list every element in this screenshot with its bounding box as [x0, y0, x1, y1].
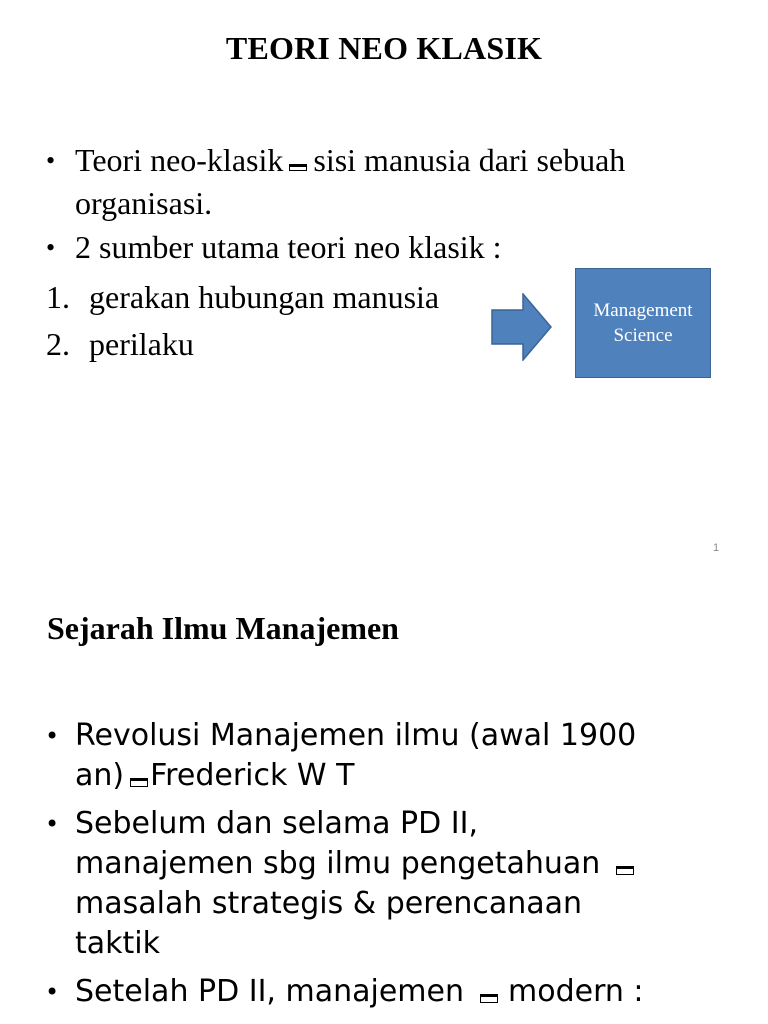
bullet-text-part: manajemen sbg ilmu pengetahuan	[75, 846, 601, 881]
box-label-line: Management	[593, 300, 693, 321]
bullet-text-continuation: taktik	[75, 926, 160, 961]
missing-glyph-icon	[289, 164, 307, 171]
right-arrow-icon	[491, 293, 553, 361]
bullet-text: Revolusi Manajemen ilmu (awal 1900	[75, 718, 637, 753]
list-item-text: gerakan hubungan manusia	[89, 279, 440, 315]
bullet-text-part: Frederick W T	[150, 758, 355, 793]
slide-2	[0, 576, 768, 1024]
bullet-dot: •	[46, 146, 56, 175]
list-item-text: perilaku	[89, 326, 194, 362]
bullet-text-part: Setelah PD II, manajemen	[75, 974, 464, 1009]
missing-glyph-icon	[480, 994, 498, 1003]
bullet-dot: •	[45, 978, 60, 1006]
slide-title: TEORI NEO KLASIK	[225, 30, 543, 66]
bullet-dot: •	[45, 722, 60, 750]
bullet-text: Sebelum dan selama PD II,	[75, 806, 478, 841]
bullet-text-continuation	[75, 756, 354, 796]
bullet-dot: •	[46, 233, 56, 262]
bullet-text-continuation	[75, 844, 640, 884]
list-item-number: 2.	[46, 326, 70, 362]
bullet-text	[75, 972, 644, 1012]
bullet-text-continuation: organisasi.	[75, 185, 213, 221]
management-science-box	[575, 268, 711, 378]
bullet-dot: •	[45, 810, 60, 838]
bullet-text-part: modern :	[507, 974, 644, 1009]
page-number: 1	[713, 542, 720, 554]
bullet-text-continuation: masalah strategis & perencanaan	[75, 886, 583, 921]
bullet-text-part: Teori neo-klasik	[75, 142, 284, 178]
bullet-text	[75, 142, 625, 178]
box-label-line: Science	[613, 325, 673, 346]
slide-title: Sejarah Ilmu Manajemen	[47, 610, 399, 646]
list-item-number: 1.	[46, 279, 70, 315]
bullet-text-part: an)	[75, 758, 125, 793]
bullet-text-part: sisi manusia dari sebuah	[313, 142, 626, 178]
bullet-text: 2 sumber utama teori neo klasik :	[75, 229, 502, 265]
missing-glyph-icon	[616, 866, 634, 875]
missing-glyph-icon	[130, 778, 148, 787]
